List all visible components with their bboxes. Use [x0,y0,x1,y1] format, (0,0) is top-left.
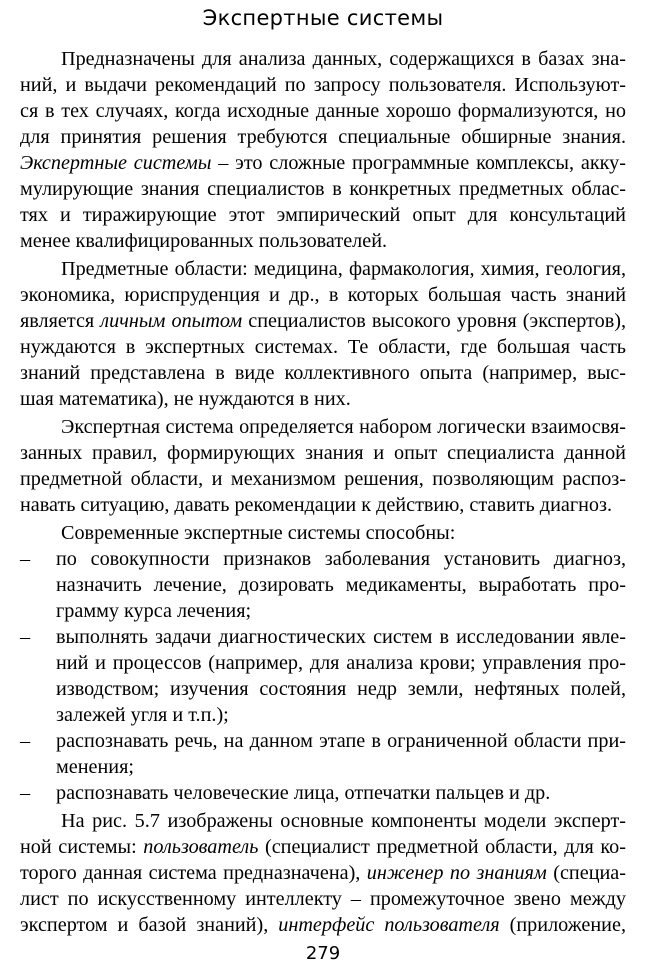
list-item-line: изводством; изучения состояния недр земли, нефтяных полей, [56,678,626,700]
text-line: нуждаются в экспертных системах. Те области, где большая часть [20,336,626,358]
text-span: – это сложные программные комплексы, акку- [211,152,626,174]
text-span: (специалист предметной области, для ко- [258,836,626,858]
list-item-line: распознавать человеческие лица, отпечатки пальцев и др. [56,782,551,804]
text-line: На рис. 5.7 изображены основные компоненты модели эксперт- [61,810,626,832]
text-span: экспертом и базой знаний), [20,914,279,936]
text-line: занных правил, формирующих знания и опыт специалиста данной [20,442,626,464]
list-item-line: назначить лечение, дозировать медикаменты, выработать про- [56,574,626,596]
list-dash: – [20,548,31,570]
italic-term: Экспертные системы [20,152,212,174]
list-item-line: залежей угля и т.п.); [56,704,229,726]
text-span: (приложение, [499,914,626,936]
list-item-line: менения; [56,756,134,778]
text-span: ной системы: [20,836,144,858]
text-line: менее квалифицированных пользователей. [20,230,388,252]
text-line: шая математика), не нуждаются в них. [20,388,351,410]
text-line: предметной области, и механизмом решения, позволяющим распоз- [20,468,626,490]
list-dash: – [20,782,31,804]
text-line: ся в тех случаях, когда исходные данные хорошо формализуются, но [20,100,626,122]
text-line: Предназначены для анализа данных, содержащихся в базах зна- [61,48,626,70]
page-title: Экспертные системы [202,6,444,30]
text-line: Экспертная система определяется набором логически взаимосвя- [61,416,626,438]
text-line [20,308,626,334]
text-line: Предметные области: медицина, фармакология, химия, геология, [61,258,626,280]
italic-term: личным опытом [100,310,243,332]
text-span: (специа- [546,862,626,884]
page-number: 279 [305,943,341,964]
list-item-line: выполнять задачи диагностических систем в исследовании явле- [56,626,626,648]
text-line: тях и тиражирующие этот эмпирический опыт для консультаций [20,204,626,226]
text-line [20,834,626,860]
text-line: мулирующие знания специалистов в конкретных предметных облас- [20,178,626,200]
text-line [20,912,626,938]
text-line: навать ситуацию, давать рекомендации к действию, ставить диагноз. [20,494,613,516]
text-line: лист по искусственному интеллекту – промежуточное звено между [20,888,626,910]
list-item-line: грамму курса лечения; [56,600,252,622]
text-line: Современные экспертные системы способны: [61,522,456,544]
list-item-line: по совокупности признаков заболевания установить диагноз, [56,548,626,570]
text-line: знаний представлена в виде коллективного опыта (например, выс- [20,362,626,384]
italic-term: интерфейс пользователя [278,914,500,936]
list-item-line: распознавать речь, на данном этапе в ограниченной области при- [56,730,626,752]
list-dash: – [20,730,31,752]
text-span: специалистов высокого уровня (экспертов), [242,310,627,332]
text-line: ний, и выдачи рекомендаций по запросу пользователя. Используют- [20,74,626,96]
italic-term: пользователь [143,836,259,858]
list-dash: – [20,626,31,648]
text-line [20,150,626,176]
italic-term: инженер по знаниям [366,862,547,884]
text-line [20,860,626,886]
text-line: экономика, юриспруденция и др., в которых большая часть знаний [20,284,626,306]
text-line: для принятия решения требуются специальные обширные знания. [20,126,626,148]
text-span: является [20,310,101,332]
list-item-line: ний и процессов (например, для анализа крови; управления про- [56,652,626,674]
text-span: торого данная система предназначена), [20,862,367,884]
